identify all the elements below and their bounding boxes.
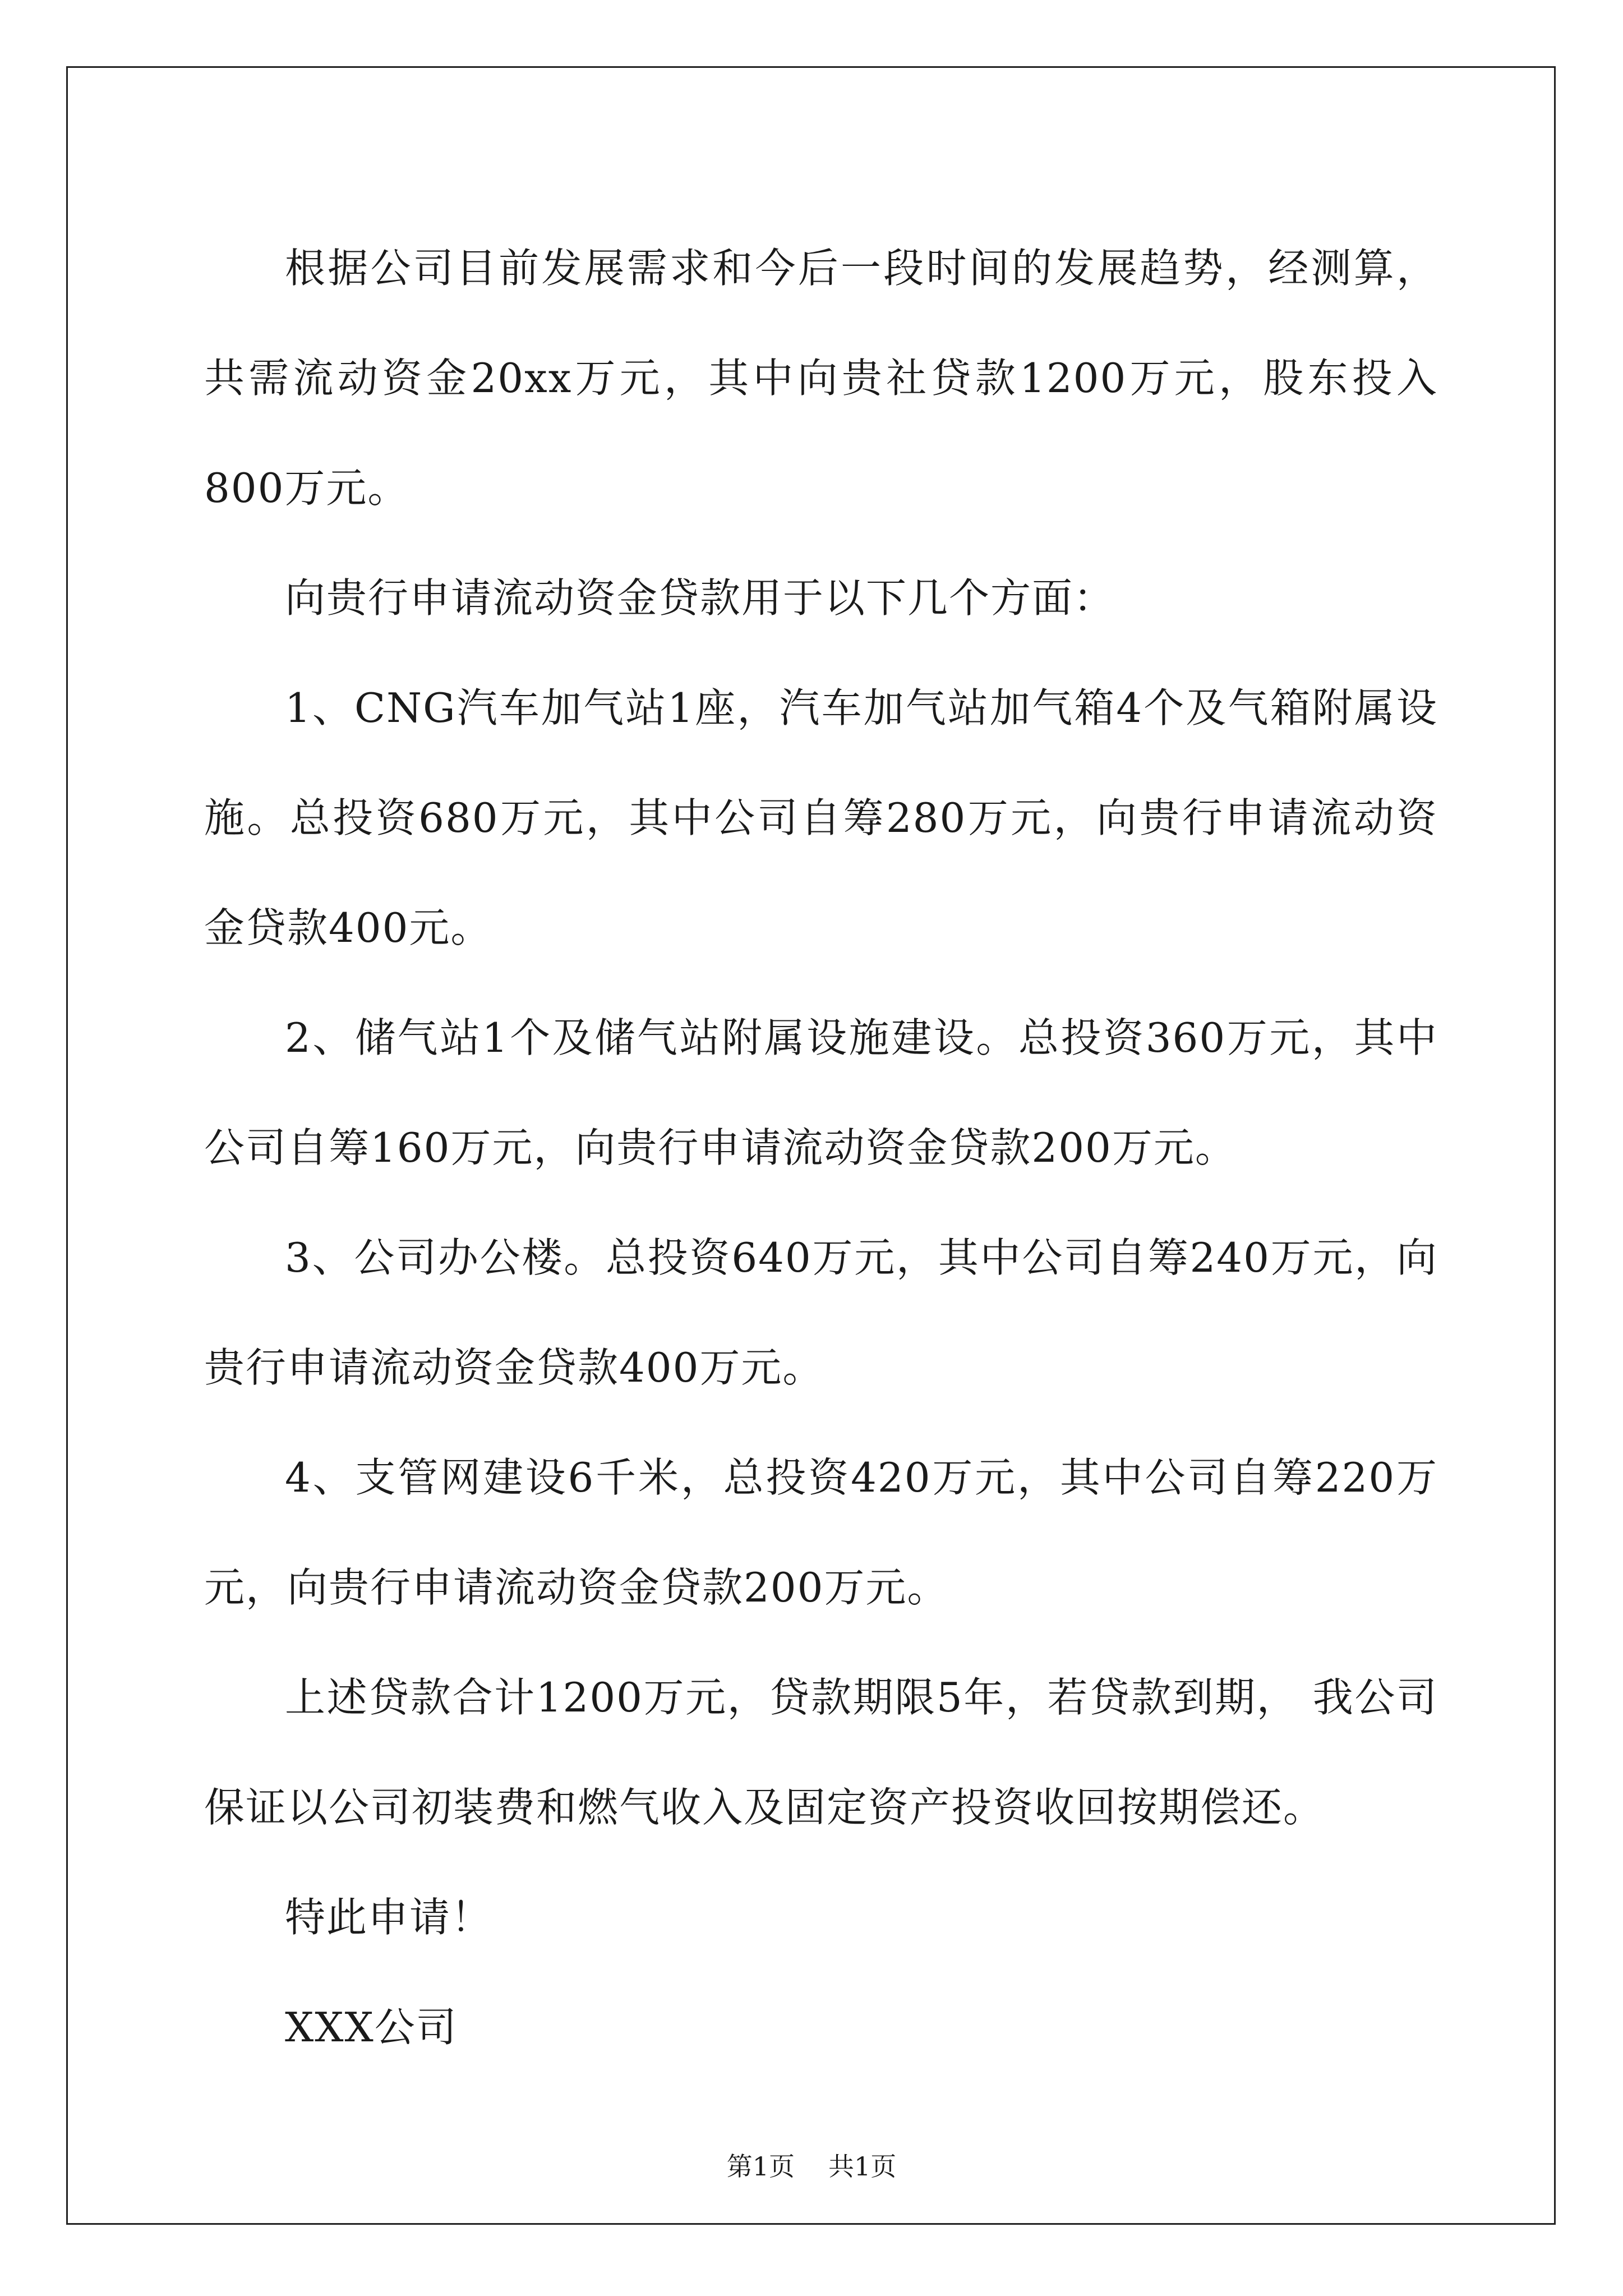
paragraph-signature: XXX公司 [285, 2004, 458, 2051]
paragraph-repayment: 上述贷款合计1200万元，贷款期限5年，若贷款到期， 我公司保证以公司初装费和燃气收入及固定资产投资收回按期偿还。 [204, 1674, 1438, 1831]
paragraph-closing: 特此申请！ [285, 1894, 493, 1941]
paragraph-item-1: 1、CNG汽车加气站1座，汽车加气站加气箱4个及气箱附属设施。总投资680万元，其中公司自筹280万元，向贵行申请流动资金贷款400元。 [204, 684, 1438, 951]
page-number: 第1页 [726, 2151, 795, 2182]
page-footer [0, 2150, 1623, 2183]
document-body [204, 213, 1438, 2082]
paragraph-item-3: 3、公司办公楼。总投资640万元，其中公司自筹240万元，向贵行申请流动资金贷款400万元。 [204, 1234, 1438, 1391]
paragraph-item-2: 2、储气站1个及储气站附属设施建设。总投资360万元，其中公司自筹160万元，向贵行申请流动资金贷款200万元。 [204, 1014, 1438, 1171]
page-total: 共1页 [828, 2151, 897, 2182]
paragraph-item-4: 4、支管网建设6千米，总投资420万元，其中公司自筹220万元，向贵行申请流动资金贷款200万元。 [204, 1454, 1438, 1611]
paragraph-funding-need: 根据公司目前发展需求和今后一段时间的发展趋势，经测算，共需流动资金20xx万元，其中向贵社贷款1200万元，股东投入800万元。 [204, 245, 1438, 512]
paragraph-usage-intro: 向贵行申请流动资金贷款用于以下几个方面： [285, 574, 1115, 622]
